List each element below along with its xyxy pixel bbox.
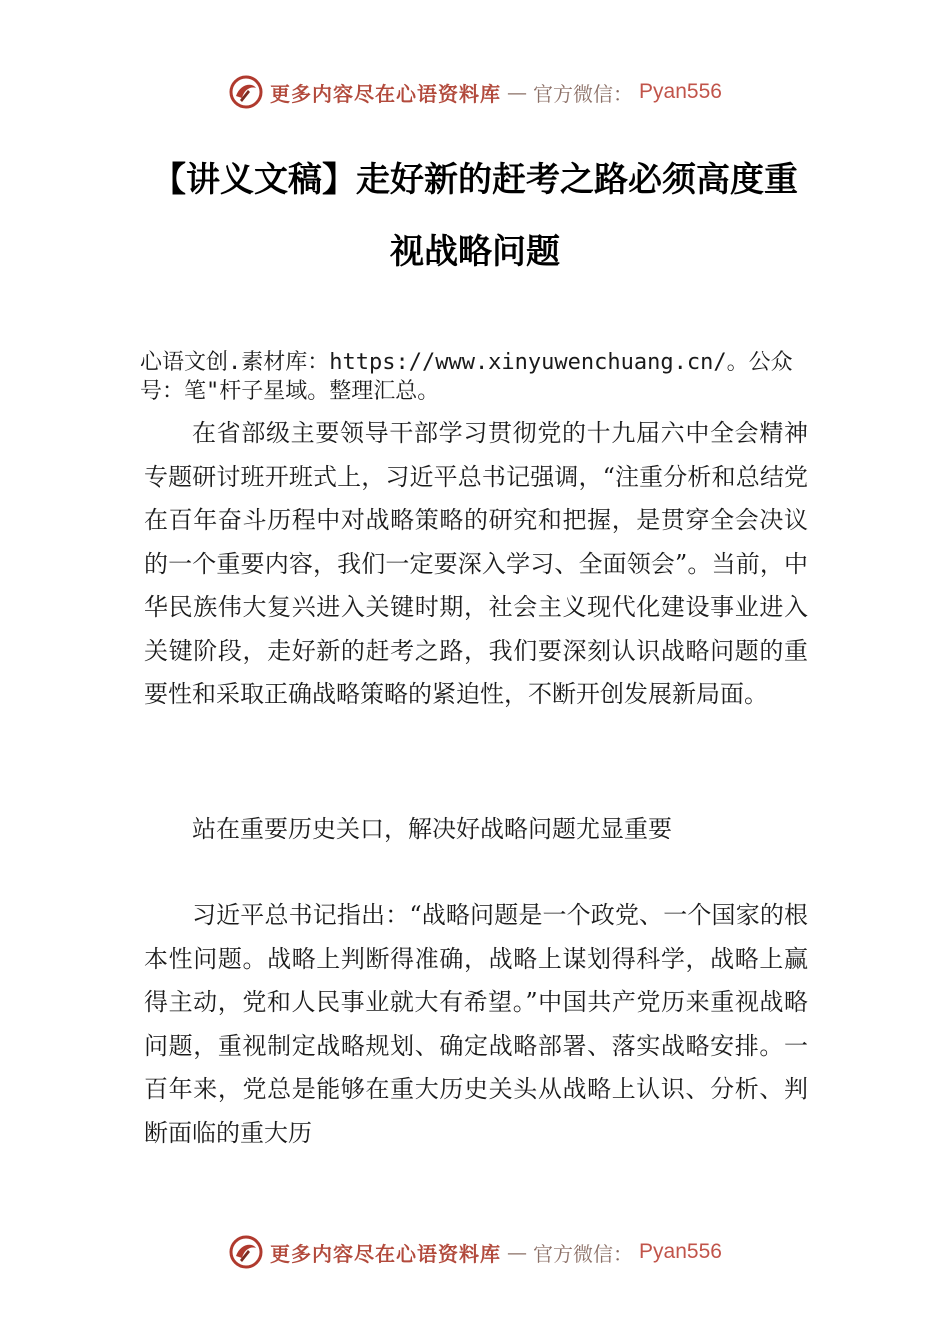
body-paragraph: 在省部级主要领导干部学习贯彻党的十九届六中全会精神专题研讨班开班式上，习近平总书记强调，“注重分析和总结党在百年奋斗历程中对战略策略的研究和把握，是贯穿全会决议的一个重要内容，我们一定要深入学习、全面领会”。当前，中华民族伟大复兴进入关键时期，社会主义现代化建设事业进入关键阶段，走好新的赶考之路，我们要深刻认识战略问题的重要性和采取正确战略策略的紧迫性，不断开创发展新局面。 — [144, 419, 808, 708]
banner-separator: — — [507, 80, 528, 104]
banner-wechat-id: Pyan556 — [639, 1240, 722, 1263]
logo-icon — [228, 74, 264, 110]
document-title-line1: 【讲义文稿】走好新的赶考之路必须高度重 — [152, 160, 798, 200]
banner-wechat-id: Pyan556 — [639, 80, 722, 103]
section-heading: 站在重要历史关口，解决好战略问题尤显重要 — [192, 815, 672, 843]
source-note: 心语文创.素材库：https://www.xinyuwenchuang.cn/。公众号：笔"杆子星域。整理汇总。 — [140, 350, 793, 404]
banner-separator: — — [507, 1240, 528, 1264]
banner-wechat-label: 官方微信： — [533, 1241, 634, 1266]
banner-wechat-label: 官方微信： — [533, 81, 634, 106]
banner-text: 更多内容尽在心语资料库 — [270, 1241, 502, 1266]
logo-icon — [228, 1234, 264, 1270]
footer-banner — [0, 1230, 950, 1274]
banner-text: 更多内容尽在心语资料库 — [270, 81, 502, 106]
header-banner — [0, 70, 950, 114]
body-paragraph: 习近平总书记指出：“战略问题是一个政党、一个国家的根本性问题。战略上判断得准确，战略上谋划得科学，战略上赢得主动，党和人民事业就大有希望。”中国共产党历来重视战略问题，重视制定战略规划、确定战略部署、落实战略安排。一百年来，党总是能够在重大历史关头从战略上认识、分析、判断面临的重大历 — [144, 901, 808, 1147]
document-title-line2: 视战略问题 — [390, 232, 560, 272]
